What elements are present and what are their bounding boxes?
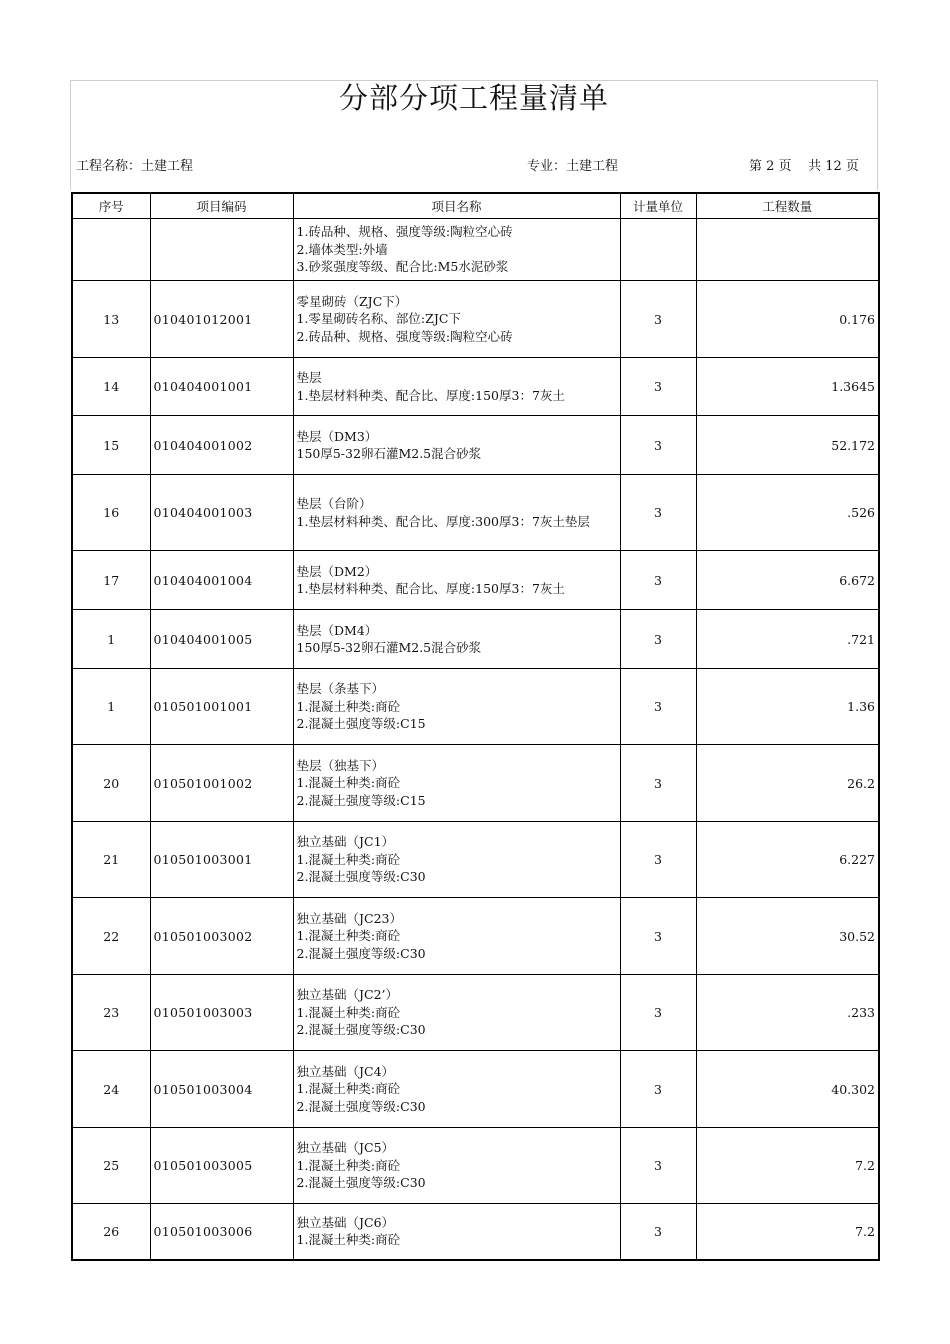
item-code-cell: 010501001001 [150,669,293,745]
item-name-line: 2.混凝土强度等级:C30 [296,945,426,961]
table-row [72,669,879,745]
item-name-line: 1.垫层材料种类、配合比、厚度:150厚3：7灰土 [296,581,565,596]
bill-of-quantities-table [71,192,880,1261]
serial-no-cell: 22 [72,898,150,975]
table-row [72,822,879,898]
unit-cell: 3 [620,1204,696,1260]
unit-cell: 3 [620,281,696,358]
quantity-cell: 1.36 [696,669,879,745]
table-row [72,975,879,1051]
item-name-cell [293,975,620,1051]
unit-cell: 3 [620,1051,696,1128]
serial-no-cell: 14 [72,358,150,416]
quantity-cell: .233 [696,975,879,1051]
item-name-cell [293,551,620,610]
quantity-cell: 7.2 [696,1128,879,1204]
quantity-cell: 40.302 [696,1051,879,1128]
item-name-line: 1.混凝土种类:商砼 [296,1232,401,1248]
item-name-line: 2.混凝土强度等级:C30 [296,1175,426,1191]
table-row [72,1051,879,1128]
unit-cell: 3 [620,475,696,551]
item-code-cell: 010501003003 [150,975,293,1051]
item-name-line: 垫层 [296,370,322,385]
serial-no-cell: 15 [72,416,150,475]
major-label: 专业：土建工程 [527,159,619,174]
header-item-code: 项目编码 [150,193,293,219]
item-name-line: 2.墙体类型:外墙 [296,241,388,257]
quantity-cell: 52.172 [696,416,879,475]
item-name-line: 1.混凝土种类:商砼 [296,851,401,867]
item-name-line: 150厚5-32卵石灌M2.5混合砂浆 [296,446,482,461]
item-name-cell [293,1128,620,1204]
quantity-cell: 0.176 [696,281,879,358]
quantity-cell: 26.2 [696,745,879,822]
item-name-cell [293,745,620,822]
item-name-cell [293,669,620,745]
table-row [72,1204,879,1260]
item-name-line: 1.垫层材料种类、配合比、厚度:150厚3：7灰土 [296,387,565,403]
unit-cell: 3 [620,975,696,1051]
item-code-cell: 010404001002 [150,416,293,475]
item-name-line: 独立基础（JC4） [296,1063,395,1079]
item-name-line: 2.混凝土强度等级:C15 [296,716,426,732]
serial-no-cell: 26 [72,1204,150,1260]
item-name-line: 独立基础（JC6） [296,1214,395,1230]
unit-cell: 3 [620,610,696,669]
item-name-line: 1.混凝土种类:商砼 [296,698,401,714]
serial-no-cell: 25 [72,1128,150,1204]
page-title: 分部分项工程量清单 [338,81,609,115]
header-quantity: 工程数量 [696,193,879,219]
item-name-cell [293,416,620,475]
item-code-cell: 010501003004 [150,1051,293,1128]
item-name-line: 独立基础（JC2’） [296,987,399,1003]
quantity-cell [696,219,879,281]
item-name-cell [293,1204,620,1260]
item-name-cell [293,281,620,358]
unit-cell: 3 [620,745,696,822]
item-name-line: 垫层（DM4） [296,622,378,638]
unit-cell: 3 [620,358,696,416]
item-name-cell [293,1051,620,1128]
item-name-line: 150厚5-32卵石灌M2.5混合砂浆 [296,640,482,655]
item-name-line: 2.混凝土强度等级:C30 [296,1098,426,1114]
serial-no-cell: 20 [72,745,150,822]
item-name-line: 2.混凝土强度等级:C30 [296,1022,426,1038]
header-unit: 计量单位 [620,193,696,219]
table-row [72,475,879,551]
table-row [72,219,879,281]
table-row [72,610,879,669]
item-code-cell [150,219,293,281]
item-code-cell: 010501003002 [150,898,293,975]
item-name-line: 垫层（独基下） [296,757,385,773]
unit-cell: 3 [620,416,696,475]
unit-cell: 3 [620,669,696,745]
table-row [72,745,879,822]
item-name-line: 1.混凝土种类:商砼 [296,1081,401,1097]
unit-cell: 3 [620,898,696,975]
item-name-cell [293,822,620,898]
serial-no-cell: 17 [72,551,150,610]
item-name-line: 独立基础（JC1） [296,834,395,850]
item-name-line: 2.砖品种、规格、强度等级:陶粒空心砖 [296,328,513,344]
item-name-line: 1.混凝土种类:商砼 [296,1157,401,1173]
item-name-line: 垫层（DM2） [296,563,378,579]
table-header-row [72,193,879,219]
unit-cell [620,219,696,281]
item-name-line: 垫层（条基下） [296,681,385,697]
header-item-name: 项目名称 [293,193,620,219]
item-name-line: 独立基础（JC23） [296,910,402,926]
item-name-line: 1.零星砌砖名称、部位:ZJC下 [296,311,461,327]
serial-no-cell: 1 [72,669,150,745]
item-code-cell: 010401012001 [150,281,293,358]
item-name-line: 1.混凝土种类:商砼 [296,928,401,944]
serial-no-cell: 24 [72,1051,150,1128]
serial-no-cell: 13 [72,281,150,358]
table-row [72,1128,879,1204]
header-serial-no: 序号 [72,193,150,219]
item-code-cell: 010404001003 [150,475,293,551]
item-name-line: 零星砌砖（ZJC下） [296,293,408,309]
serial-no-cell: 16 [72,475,150,551]
page-counter: 第 2 页 共 12 页 [749,159,859,174]
item-code-cell: 010404001004 [150,551,293,610]
item-name-line: 2.混凝土强度等级:C30 [296,869,426,885]
item-name-line: 1.垫层材料种类、配合比、厚度:300厚3：7灰土垫层 [296,513,590,529]
table-row [72,551,879,610]
quantity-cell: .526 [696,475,879,551]
item-name-line: 2.混凝土强度等级:C15 [296,792,426,808]
item-code-cell: 010501003001 [150,822,293,898]
quantity-cell: .721 [696,610,879,669]
table-row [72,358,879,416]
quantity-cell: 1.3645 [696,358,879,416]
item-name-cell [293,610,620,669]
item-name-line: 垫层（DM3） [296,428,378,444]
quantity-cell: 30.52 [696,898,879,975]
item-name-line: 3.砂浆强度等级、配合比:M5水泥砂浆 [296,259,509,275]
item-code-cell: 010501003005 [150,1128,293,1204]
item-code-cell: 010404001001 [150,358,293,416]
item-name-cell [293,475,620,551]
serial-no-cell: 1 [72,610,150,669]
quantity-cell: 7.2 [696,1204,879,1260]
item-name-cell [293,219,620,281]
item-name-cell [293,898,620,975]
serial-no-cell: 21 [72,822,150,898]
serial-no-cell [72,219,150,281]
item-name-line: 1.砖品种、规格、强度等级:陶粒空心砖 [296,224,513,240]
table-row [72,898,879,975]
unit-cell: 3 [620,551,696,610]
item-code-cell: 010501001002 [150,745,293,822]
quantity-cell: 6.227 [696,822,879,898]
quantity-cell: 6.672 [696,551,879,610]
item-code-cell: 010404001005 [150,610,293,669]
item-code-cell: 010501003006 [150,1204,293,1260]
table-body [72,219,879,1260]
unit-cell: 3 [620,1128,696,1204]
item-name-line: 独立基础（JC5） [296,1140,395,1156]
table-row [72,281,879,358]
item-name-line: 垫层（台阶） [296,496,372,511]
serial-no-cell: 23 [72,975,150,1051]
item-name-cell [293,358,620,416]
item-name-line: 1.混凝土种类:商砼 [296,775,401,791]
item-name-line: 1.混凝土种类:商砼 [296,1004,401,1020]
table-row [72,416,879,475]
unit-cell: 3 [620,822,696,898]
project-name-label: 工程名称：土建工程 [76,159,194,174]
